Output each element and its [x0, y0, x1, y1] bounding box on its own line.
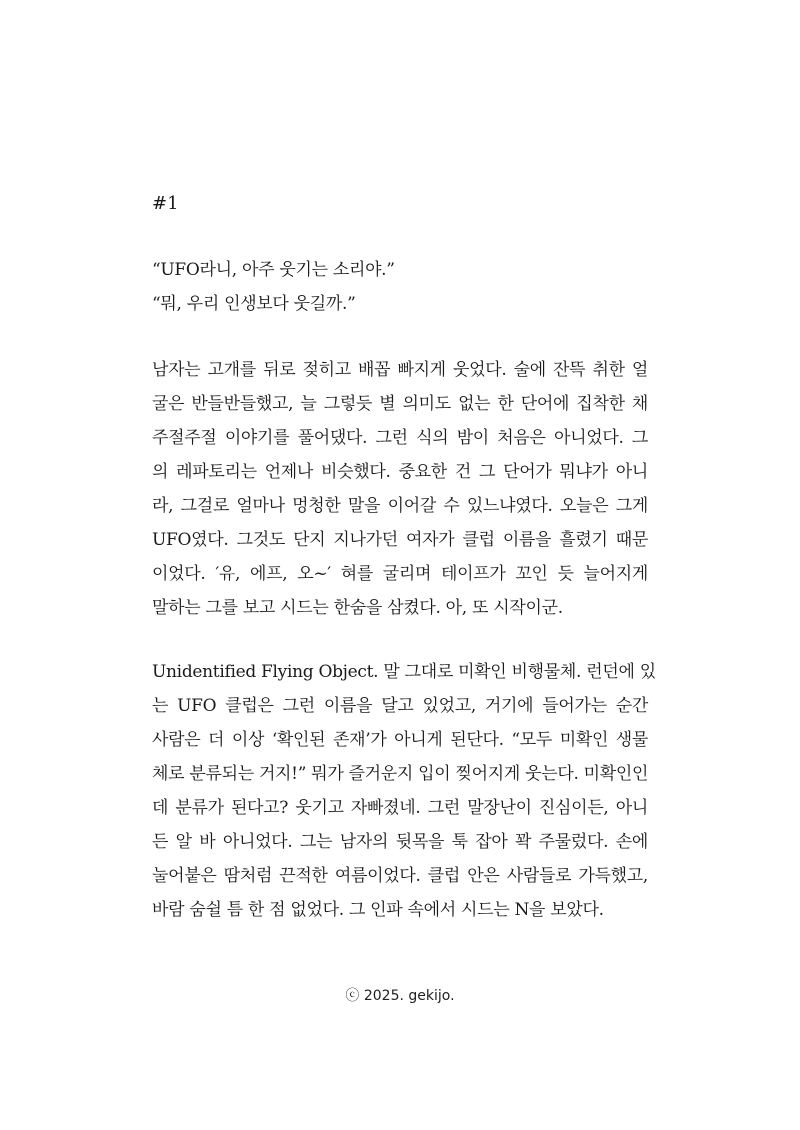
paragraph-line: 이었다. ′유, 에프, 오~′ 혀를 굴리며 테이프가 꼬인 듯 늘어지게 [152, 564, 648, 584]
paragraph-line: 말하는 그를 보고 시드는 한숨을 삼켰다. 아, 또 시작이군. [152, 598, 563, 618]
paragraph-line: 사람은 더 이상 ‘확인된 존재’가 아니게 된단다. “모두 미확인 생물 [152, 730, 648, 750]
chapter-heading: #1 [152, 193, 179, 214]
paragraph-line: 데 분류가 된다고? 웃기고 자빠졌네. 그런 말장난이 진심이든, 아니 [152, 798, 648, 818]
paragraph-line: 체로 분류되는 거지!” 뭐가 즐거운지 입이 찢어지게 웃는다. 미확인인 [152, 764, 649, 784]
paragraph-line: 는 UFO 클럽은 그런 이름을 달고 있었고, 거기에 들어가는 순간 [152, 696, 648, 716]
paragraph-line: 든 알 바 아니었다. 그는 남자의 뒷목을 툭 잡아 꽉 주물렀다. 손에 [152, 832, 648, 852]
paragraph-line: 의 레파토리는 언제나 비슷했다. 중요한 건 그 단어가 뭐냐가 아니 [152, 462, 648, 482]
paragraph-line: Unidentified Flying Object. 말 그대로 미확인 비행물체. 런던에 있 [152, 662, 656, 682]
copyright-footer: ⓒ 2025. gekijo. [345, 988, 455, 1004]
paragraph-line: 굴은 반들반들했고, 늘 그렇듯 별 의미도 없는 한 단어에 집착한 채 [152, 394, 648, 414]
paragraph-line: 라, 그걸로 얼마나 멍청한 말을 이어갈 수 있느냐였다. 오늘은 그게 [152, 496, 648, 516]
paragraph-line: 눌어붙은 땀처럼 끈적한 여름이었다. 클럽 안은 사람들로 가득했고, [152, 866, 648, 886]
dialogue-line: “뭐, 우리 인생보다 웃길까.” [152, 294, 356, 314]
paragraph-1 [152, 353, 648, 625]
paragraph-line: 바람 숨쉴 틈 한 점 없었다. 그 인파 속에서 시드는 N을 보았다. [152, 900, 604, 920]
paragraph-line: 남자는 고개를 뒤로 젖히고 배꼽 빠지게 웃었다. 술에 잔뜩 취한 얼 [152, 360, 648, 380]
paragraph-line: UFO였다. 그것도 단지 지나가던 여자가 클럽 이름을 흘렸기 때문 [152, 530, 648, 550]
dialogue-block [152, 253, 648, 321]
paragraph-line: 주절주절 이야기를 풀어댔다. 그런 식의 밤이 처음은 아니었다. 그 [152, 428, 648, 448]
dialogue-line: “UFO라니, 아주 웃기는 소리야.” [152, 260, 395, 280]
paragraph-2 [152, 655, 656, 927]
